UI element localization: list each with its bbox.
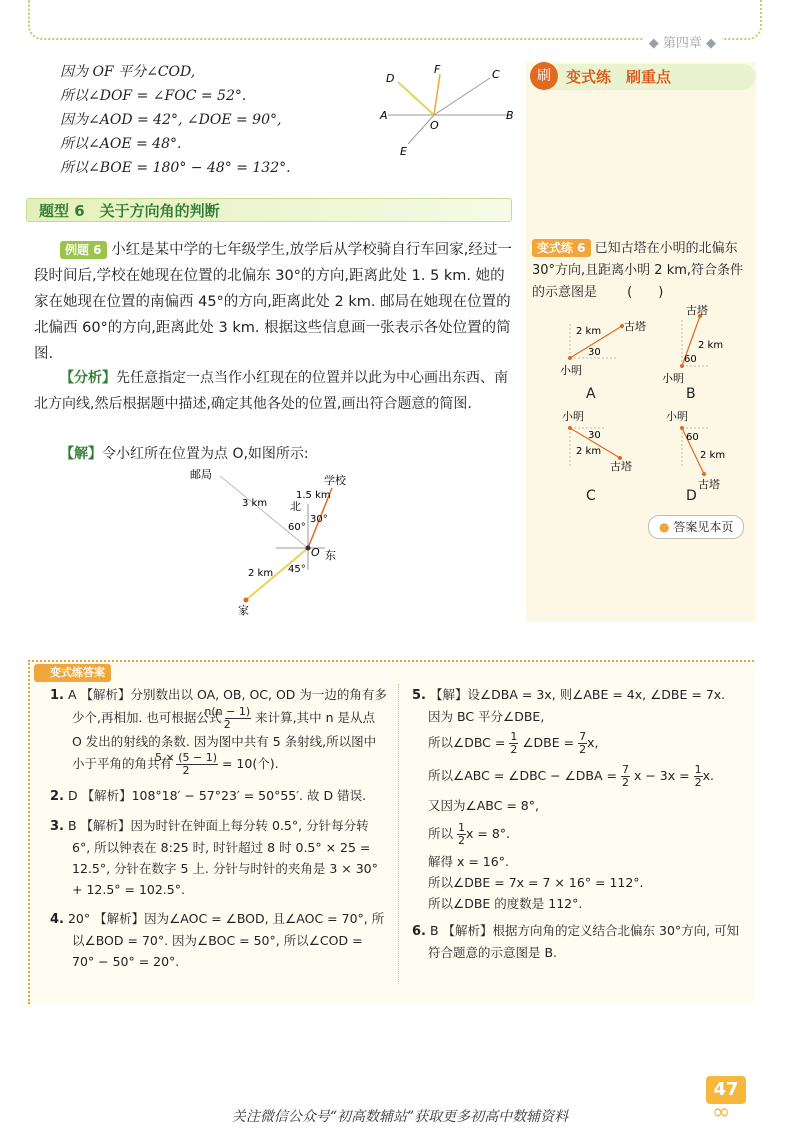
label-b: B: [506, 109, 514, 122]
option-b-figure: [660, 300, 750, 390]
label-c: C: [492, 68, 500, 81]
practice-tag: 变式练 6: [532, 239, 591, 257]
practice-question-text: 已知古塔在小明的北偏东 30°方向,且距离小明 2 km,符合条件的示意图是: [532, 241, 744, 300]
option-a-distance: 2 km: [576, 326, 602, 337]
option-d-angle: 60: [686, 432, 699, 443]
answer-4: 4. 20° 【解析】因为∠AOC = ∠BOD, 且∠AOC = 70°, 所以∠BOD = 70°. 因为∠BOC = 50°, 所以∠COD = 70° − 50° = 20°.: [50, 911, 385, 969]
answers-tag: 变式练答案: [34, 664, 111, 682]
option-b-angle: 60: [684, 354, 697, 365]
proof-block: [60, 60, 291, 180]
option-d-distance: 2 km: [700, 450, 726, 461]
post-angle: 60°: [288, 522, 306, 533]
answers-divider: [398, 684, 399, 984]
school-distance: 1.5 km: [296, 490, 331, 501]
ray-of: [434, 74, 440, 115]
option-c-label[interactable]: C: [586, 488, 596, 504]
label-o: O: [430, 119, 439, 132]
home-label: 家: [238, 604, 249, 617]
option-c-person: 小明: [562, 410, 584, 423]
east-label: 东: [325, 549, 336, 562]
point-o: [306, 546, 311, 551]
home-angle: 45°: [288, 564, 306, 575]
proof-line: 所以∠AOE = 48°.: [60, 136, 182, 152]
angle-figure: [378, 60, 518, 160]
point-home: [244, 598, 249, 603]
answers-left: [50, 684, 388, 972]
label-d: D: [386, 72, 395, 85]
option-a-angle: 30: [588, 347, 601, 358]
option-c-tower: 古塔: [610, 460, 632, 473]
infinity-icon: ∞: [712, 1100, 731, 1125]
answer-6: 6. B 【解析】根据方向角的定义结合北偏东 30°方向, 可知符合题意的示意图是 B.: [412, 923, 740, 960]
answer-5: 5. 【解】设∠DBA = 3x, 则∠ABE = 4x, ∠DBE = 7x. 因为 BC 平分∠DBE, 所以∠DBC = $\frac{1}{2}$ ∠DBE = $\frac{7}{2}$ x, 所以∠ABC = ∠DBC − ∠DBA = $\frac{7}{2}$ x − 3x = $\frac{1}{2}$ x. 又因为∠ABC = 8°, 所以 $\frac{1}{2}$ x = 8°. 解得 x = 16°. 所以∠DBE = 7x = 7 × 16° = 112°. 所以∠DBE 的度数是 112°.: [412, 687, 726, 911]
option-c-angle: 30: [588, 430, 601, 441]
analysis-text: [34, 365, 512, 417]
practice-header: 变式练 刷重点: [530, 64, 756, 90]
practice-question: [532, 238, 754, 304]
school-label: 学校: [324, 474, 346, 487]
option-b-distance: 2 km: [698, 340, 724, 351]
page-number: 47: [706, 1076, 746, 1104]
origin-label: O: [311, 546, 320, 559]
example-body: 小红是某中学的七年级学生,放学后从学校骑自行车回家,经过一段时间后,学校在她现在位置的北偏东 30°的方向,距离此处 1. 5 km. 她的家在她现在位置的南偏西 45°的方向,距离此处 2 km. 邮局在她现在位置的北偏西 60°的方向,距离此处 3 km. 根据这些信息画一张表示各处位置的简图.: [34, 242, 512, 362]
option-d-label[interactable]: D: [686, 488, 697, 504]
option-a-label[interactable]: A: [586, 386, 596, 402]
proof-line: 所以∠DOF = ∠FOC = 52°.: [60, 88, 247, 104]
direction-diagram: [180, 462, 380, 622]
analysis-label: 【分析】: [60, 370, 116, 386]
answer-1: 1. A 【解析】分别数出以 OA, OB, OC, OD 为一边的角有多少个,再相加. 也可根据公式 $\frac{n(n - 1)}{2}$ 来计算,其中 n 是从点 O 发出的射线的条数. 因为图中共有 5 条射线,所以图中小于平角的角共有 $\frac{5 \times (5 - 1)}{2}$ = 10(个).: [50, 687, 387, 777]
answer-link[interactable]: ● 答案见本页: [648, 515, 744, 539]
option-d-person: 小明: [666, 410, 688, 423]
analysis-body: 先任意指定一点当作小红现在的位置并以此为中心画出东西、南北方向线,然后根据题中描述,确定其他各处的位置,画出符合题意的简图.: [34, 370, 508, 412]
school-angle: 30°: [310, 514, 328, 525]
option-c-distance: 2 km: [576, 446, 602, 457]
proof-line: 因为 OF 平分∠COD,: [60, 64, 196, 80]
proof-line: 因为∠AOD = 42°, ∠DOE = 90°,: [60, 112, 282, 128]
ray-oc: [434, 78, 490, 115]
example-tag: 例题 6: [60, 241, 107, 259]
pin-icon: ●: [659, 520, 670, 534]
post-distance: 3 km: [242, 498, 268, 509]
label-f: F: [434, 63, 441, 76]
option-b-tower: 古塔: [686, 304, 708, 317]
label-e: E: [400, 145, 407, 158]
section-title: 题型 6 关于方向角的判断: [26, 198, 512, 222]
option-a-figure: [556, 318, 656, 388]
solution-label: 【解】: [60, 446, 102, 462]
practice-blank: ( ): [627, 285, 664, 300]
answer-3: 3. B 【解析】因为时针在钟面上每分转 0.5°, 分针每分转 6°, 所以钟表在 8:25 时, 时针超过 8 时 0.5° × 25 = 12.5°, 分针在数字 5 上. 分针与时针的夹角是 3 × 30° + 12.5° = 102.5°.: [50, 818, 378, 897]
chapter-label: ◆ 第四章 ◆: [643, 32, 722, 51]
ray-od: [398, 82, 434, 115]
label-a: A: [380, 109, 388, 122]
answers-right: [412, 684, 748, 963]
post-office-label: 邮局: [190, 468, 212, 481]
solution-body: 令小红所在位置为点 O,如图所示:: [102, 446, 309, 462]
home-distance: 2 km: [248, 568, 274, 579]
answer-2: 2. D 【解析】108°18′ − 57°23′ = 50°55′. 故 D 错误.: [50, 788, 367, 804]
option-d-figure: [660, 408, 750, 492]
option-b-label[interactable]: B: [686, 386, 696, 402]
option-a-person: 小明: [560, 364, 582, 377]
option-a-tower: 古塔: [624, 320, 646, 333]
proof-line: 所以∠BOE = 180° − 48° = 132°.: [60, 160, 291, 176]
option-d-tower: 古塔: [698, 478, 720, 491]
example-text: [34, 237, 512, 367]
option-c-figure: [556, 408, 656, 478]
footer-note: 关注微信公众号“初高数辅站”获取更多初高中数辅资料: [231, 1109, 569, 1125]
north-label: 北: [290, 500, 301, 513]
practice-icon: 刷: [530, 62, 558, 90]
option-b-person: 小明: [662, 372, 684, 385]
